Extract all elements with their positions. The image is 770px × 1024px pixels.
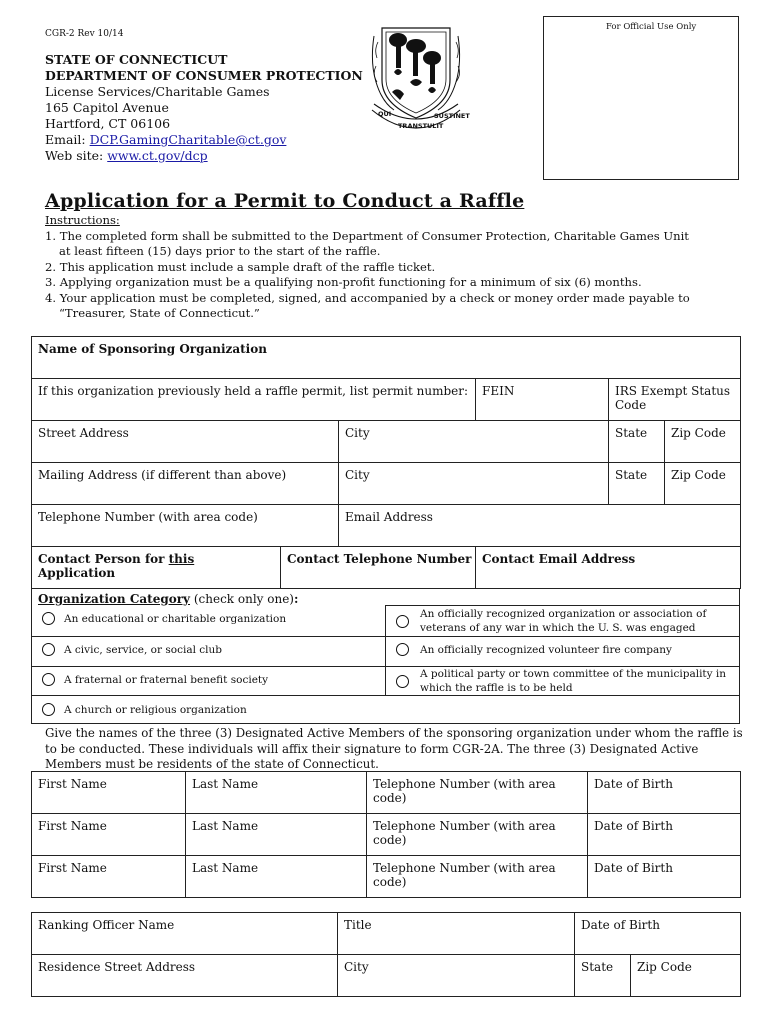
sponsoring-org-field[interactable]: [32, 337, 741, 379]
contact-person-label-end: Application: [38, 566, 116, 580]
officer-name-label: Ranking Officer Name: [38, 918, 175, 932]
category-option-label: An officially recognized volunteer fire company: [420, 643, 672, 656]
category-option-line: veterans of any war in which the U. S. was engaged: [420, 622, 696, 634]
radio-button[interactable]: [42, 643, 55, 656]
member-dob-field[interactable]: [588, 814, 741, 856]
official-use-box: [543, 16, 739, 180]
instruction-item: 1. The completed form shall be submitted to the Department of Consumer Protection, Charitable Games Unit: [45, 228, 689, 243]
officer-state-label: State: [581, 960, 614, 974]
radio-button[interactable]: [42, 673, 55, 686]
category-heading: [38, 592, 298, 606]
radio-button[interactable]: [396, 643, 409, 656]
member-phone-field[interactable]: [367, 814, 588, 856]
mailing-address-label: Mailing Address (if different than above): [38, 468, 287, 482]
category-option-label: A civic, service, or social club: [64, 643, 222, 656]
ranking-officer-table: [31, 912, 741, 997]
officer-zip-field[interactable]: [631, 955, 741, 997]
seal-ribbon-word-3: SUSTINET: [434, 112, 470, 120]
officer-city-field[interactable]: [338, 955, 575, 997]
agency-state: STATE OF CONNECTICUT: [45, 52, 228, 67]
mailing-address-field[interactable]: [32, 463, 339, 505]
agency-city: Hartford, CT 06106: [45, 116, 171, 131]
state-label: State: [615, 426, 648, 440]
instructions: [45, 213, 745, 322]
last-name-label: Last Name: [192, 819, 259, 833]
street-address-label: Street Address: [38, 426, 129, 440]
contact-person-field[interactable]: [32, 547, 281, 589]
officer-name-field[interactable]: [32, 913, 338, 955]
telephone-field[interactable]: [32, 505, 339, 547]
members-table: [31, 771, 741, 898]
member-first-name-field[interactable]: [32, 814, 186, 856]
instruction-item: “Treasurer, State of Connecticut.”: [59, 306, 260, 320]
page-title: Application for a Permit to Conduct a Raffle: [45, 190, 525, 212]
agency-department: DEPARTMENT OF CONSUMER PROTECTION: [45, 68, 363, 83]
instruction-item: 2. This application must include a sample draft of the raffle ticket.: [45, 259, 436, 274]
member-last-name-field[interactable]: [186, 814, 367, 856]
dob-label: Date of Birth: [594, 819, 673, 833]
category-option-church[interactable]: [42, 703, 247, 716]
zip-label: Zip Code: [671, 426, 726, 440]
category-option-fire-company[interactable]: [396, 643, 672, 656]
contact-email-field[interactable]: [476, 547, 741, 589]
instruction-item: 3. Applying organization must be a qualifying non-profit functioning for a minimum of six (6) months.: [45, 275, 642, 289]
member-last-name-field[interactable]: [186, 772, 367, 814]
member-first-name-field[interactable]: [32, 856, 186, 898]
officer-title-field[interactable]: [338, 913, 575, 955]
members-para-line: Members must be residents of the state of Connecticut.: [45, 757, 379, 771]
city-label: City: [345, 426, 370, 440]
radio-button[interactable]: [42, 612, 55, 625]
contact-person-this: this: [168, 552, 195, 566]
officer-city-label: City: [344, 960, 369, 974]
city-field[interactable]: [339, 421, 609, 463]
organization-table: [31, 336, 741, 589]
irs-field[interactable]: [609, 379, 741, 421]
prev-permit-label: If this organization previously held a raffle permit, list permit number:: [38, 384, 469, 398]
telephone-label: Telephone Number (with area code): [38, 510, 258, 524]
officer-residence-field[interactable]: [32, 955, 338, 997]
email-field[interactable]: [339, 505, 741, 547]
email-link[interactable]: DCP.GamingCharitable@ct.gov: [89, 132, 287, 147]
radio-button[interactable]: [396, 675, 409, 688]
category-option-label: A fraternal or fraternal benefit society: [64, 673, 269, 686]
category-option-label: A church or religious organization: [64, 703, 247, 716]
first-name-label: First Name: [38, 819, 107, 833]
mailing-state-field[interactable]: [609, 463, 665, 505]
irs-label: IRS Exempt Status Code: [615, 384, 731, 412]
member-row: [32, 856, 741, 898]
organization-category-box: [31, 588, 740, 724]
contact-email-label: Contact Email Address: [482, 552, 636, 566]
fein-label: FEIN: [482, 384, 515, 398]
instructions-heading: Instructions:: [45, 213, 120, 227]
category-option-veterans[interactable]: [396, 607, 706, 635]
street-address-field[interactable]: [32, 421, 339, 463]
member-last-name-field[interactable]: [186, 856, 367, 898]
first-name-label: First Name: [38, 861, 107, 875]
web-link[interactable]: www.ct.gov/dcp: [107, 148, 208, 163]
member-phone-field[interactable]: [367, 856, 588, 898]
fein-field[interactable]: [476, 379, 609, 421]
category-option-line: An officially recognized organization or association of: [420, 608, 707, 620]
agency-street: 165 Capitol Avenue: [45, 100, 169, 115]
mailing-city-field[interactable]: [339, 463, 609, 505]
officer-residence-label: Residence Street Address: [38, 960, 196, 974]
prev-permit-field[interactable]: [32, 379, 476, 421]
state-seal-icon: [368, 22, 470, 140]
email-address-label: Email Address: [345, 510, 433, 524]
member-dob-field[interactable]: [588, 856, 741, 898]
category-option-political[interactable]: [396, 667, 726, 695]
email-label: Email:: [45, 132, 86, 147]
category-option-line: A political party or town committee of the municipality in: [420, 668, 727, 680]
agency-email-line: [45, 132, 363, 148]
contact-phone-label: Contact Telephone Number: [287, 552, 472, 566]
member-phone-field[interactable]: [367, 772, 588, 814]
members-para-line: to be conducted. These individuals will affix their signature to form CGR-2A. The three (3) Designated Active: [45, 741, 699, 756]
state-field[interactable]: [609, 421, 665, 463]
zip-label: Zip Code: [671, 468, 726, 482]
web-label: Web site:: [45, 148, 104, 163]
dob-label: Date of Birth: [594, 777, 673, 791]
category-heading-colon: :: [294, 592, 299, 606]
member-first-name-field[interactable]: [32, 772, 186, 814]
officer-zip-label: Zip Code: [637, 960, 692, 974]
phone-label: Telephone Number (with area code): [373, 861, 556, 889]
first-name-label: First Name: [38, 777, 107, 791]
category-option-civic[interactable]: [42, 643, 222, 656]
form-code: CGR-2 Rev 10/14: [45, 29, 124, 39]
instruction-item: at least fifteen (15) days prior to the start of the raffle.: [59, 244, 381, 258]
phone-label: Telephone Number (with area code): [373, 819, 556, 847]
last-name-label: Last Name: [192, 777, 259, 791]
seal-ribbon-word-1: QUI: [378, 110, 392, 118]
agency-block: [45, 52, 363, 164]
mailing-zip-field[interactable]: [665, 463, 741, 505]
category-heading-note: (check only one): [190, 592, 294, 606]
member-row: [32, 772, 741, 814]
category-option-fraternal[interactable]: [42, 673, 268, 686]
officer-dob-label: Date of Birth: [581, 918, 660, 932]
last-name-label: Last Name: [192, 861, 259, 875]
category-heading-text: Organization Category: [38, 592, 191, 606]
zip-field[interactable]: [665, 421, 741, 463]
category-option-educational[interactable]: [42, 612, 286, 625]
category-option-label: [420, 607, 706, 635]
agency-web-line: [45, 148, 363, 164]
member-dob-field[interactable]: [588, 772, 741, 814]
officer-dob-field[interactable]: [575, 913, 741, 955]
category-option-label: An educational or charitable organization: [64, 612, 287, 625]
svg-text:QUI TRANSTULIT SUSTINE: [378, 110, 470, 130]
state-label: State: [615, 468, 648, 482]
radio-button[interactable]: [396, 615, 409, 628]
official-use-label: For Official Use Only: [606, 22, 697, 32]
category-option-label: [420, 667, 726, 695]
seal-ribbon-word-2: TRANSTULIT: [398, 122, 444, 130]
radio-button[interactable]: [42, 703, 55, 716]
members-para-line: Give the names of the three (3) Designated Active Members of the sponsoring organization under whom the raffle is: [45, 726, 743, 740]
contact-person-label: Contact Person for: [38, 552, 169, 566]
officer-title-label: Title: [344, 918, 372, 932]
contact-phone-field[interactable]: [281, 547, 476, 589]
member-row: [32, 814, 741, 856]
category-option-line: which the raffle is to be held: [420, 682, 573, 694]
phone-label: Telephone Number (with area code): [373, 777, 556, 805]
instruction-item: 4. Your application must be completed, signed, and accompanied by a check or money order made payable to: [45, 290, 690, 305]
members-instructions: [45, 726, 745, 773]
agency-unit: License Services/Charitable Games: [45, 84, 270, 99]
officer-state-field[interactable]: [575, 955, 631, 997]
sponsoring-org-label: Name of Sponsoring Organization: [38, 342, 267, 356]
city-label: City: [345, 468, 370, 482]
dob-label: Date of Birth: [594, 861, 673, 875]
